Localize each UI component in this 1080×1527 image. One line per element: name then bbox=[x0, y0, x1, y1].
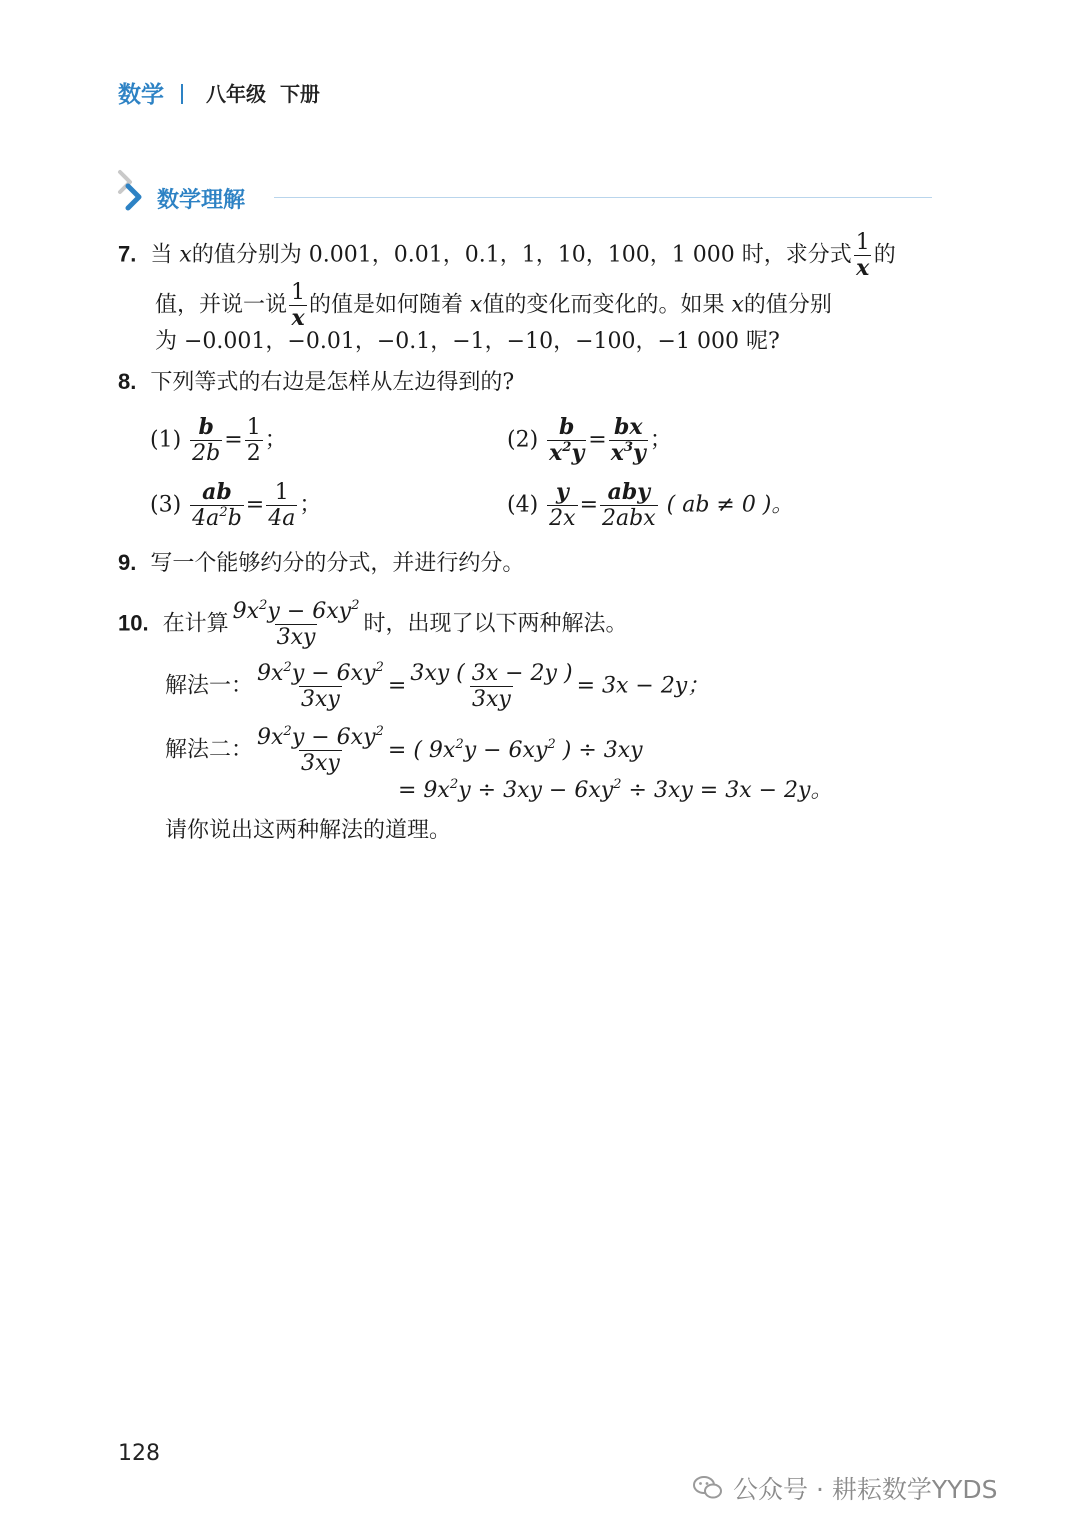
q7-text-1c: 的 bbox=[873, 242, 896, 268]
fraction-denominator: 2b bbox=[192, 441, 221, 467]
fraction-denominator: 3xy bbox=[472, 687, 511, 713]
q10-closing: 请你说出这两种解法的道理。 bbox=[165, 818, 452, 843]
num-exp: 2 bbox=[283, 723, 292, 739]
den-base: 4a bbox=[192, 506, 220, 532]
fraction-numerator: 1 bbox=[291, 280, 306, 305]
fraction bbox=[609, 416, 648, 465]
den-exponent: 2 bbox=[219, 504, 228, 520]
q9-line bbox=[118, 552, 524, 575]
fraction-denominator bbox=[547, 440, 586, 465]
fraction-numerator: b bbox=[198, 414, 214, 440]
q7-text-1b: 的值分别为 0.001，0.01，0.1，1，10，100，1 000 时，求分式 bbox=[191, 242, 852, 268]
fraction bbox=[266, 481, 297, 530]
q7-text-2b: 的值是如何随着 bbox=[309, 292, 464, 318]
fraction-denominator: 2x bbox=[549, 506, 576, 532]
fraction bbox=[255, 723, 386, 777]
num-a: 9x bbox=[257, 725, 284, 750]
q10-number: 10. bbox=[118, 610, 149, 636]
q8-item-2: (2) $\frac{b}{x^2y}$ = $\frac{bx}{x^3y}$ ； bbox=[507, 414, 672, 467]
num-b: y − 6xy bbox=[267, 599, 352, 624]
num-exp: 2 bbox=[259, 597, 268, 613]
fraction-denominator: 2 bbox=[246, 441, 261, 467]
fraction-denominator: 3xy bbox=[276, 625, 316, 651]
q8-item-1: (1) $\frac{b}{2b}$ = $\frac{1}{2}$ ； bbox=[150, 414, 287, 467]
den-tail: y bbox=[633, 440, 646, 467]
m2-exp: 2 bbox=[613, 776, 622, 792]
m2-exp: 2 bbox=[455, 736, 464, 752]
fraction-numerator: 3xy ( 3x − 2y ) bbox=[410, 661, 573, 686]
q7-number: 7. bbox=[118, 241, 137, 267]
q7-text-1a: 当 bbox=[150, 242, 173, 268]
q7-line-3: 为 −0.001，−0.01，−0.1，−1，−10，−100，−1 000 呢? bbox=[155, 329, 780, 354]
q8-item-label: (2) bbox=[507, 427, 539, 453]
den-base: x bbox=[610, 440, 624, 467]
q10-text-pre: 在计算 bbox=[162, 611, 229, 637]
q10-method-2 bbox=[165, 723, 643, 777]
fraction-numerator: b bbox=[559, 414, 575, 440]
method-2-line-1 bbox=[388, 738, 643, 763]
num-exp: 2 bbox=[351, 597, 360, 613]
fraction bbox=[547, 416, 586, 465]
section-chevron-icon bbox=[116, 168, 156, 214]
den-tail: y bbox=[571, 440, 585, 467]
fraction-denominator: x bbox=[856, 255, 870, 282]
den-exponent: 2 bbox=[562, 439, 572, 455]
fraction-denominator bbox=[609, 440, 648, 465]
fraction-denominator: x bbox=[291, 305, 305, 332]
q7-text-2a: 值，并说一说 bbox=[155, 292, 288, 318]
fraction bbox=[190, 481, 244, 530]
fraction-denominator bbox=[190, 505, 244, 530]
m2-exp: 2 bbox=[547, 736, 556, 752]
num-b: y − 6xy bbox=[291, 661, 376, 686]
q10-method-1 bbox=[165, 659, 710, 713]
m2-2c: ÷ 3xy = 3x − 2y。 bbox=[621, 778, 833, 803]
fraction-numerator bbox=[255, 723, 386, 750]
watermark bbox=[693, 1470, 998, 1506]
fraction bbox=[408, 662, 574, 711]
m2-1c: ) ÷ 3xy bbox=[555, 737, 643, 763]
den-base: x bbox=[549, 440, 563, 467]
q8-item-suffix: ； bbox=[299, 492, 322, 518]
q8-item-suffix: ； bbox=[649, 427, 672, 453]
header-volume-text: 下册 bbox=[279, 82, 320, 106]
equals-sign: = bbox=[387, 673, 407, 699]
q10-fraction bbox=[231, 597, 362, 651]
q7-text-2d: 的值分别 bbox=[743, 292, 832, 318]
q8-item-label: (1) bbox=[150, 427, 182, 453]
q8-item-3: (3) $\frac{ab}{4a^2b}$ = $\frac{1}{4a}$ ； bbox=[150, 479, 322, 532]
q7-line-1 bbox=[118, 231, 896, 280]
header-subject: 数学 bbox=[118, 82, 164, 108]
q8-item-suffix: ； bbox=[264, 427, 287, 453]
q10-method-2-line-2 bbox=[398, 776, 833, 803]
fraction-denominator: 2abx bbox=[602, 506, 656, 532]
fraction-denominator: 3xy bbox=[301, 751, 340, 777]
method-1-result: = 3x − 2y； bbox=[576, 673, 710, 699]
method-1-label: 解法一： bbox=[165, 673, 254, 699]
fraction-numerator: ab bbox=[202, 479, 232, 505]
watermark-text: 公众号 · 耕耘数学YYDS bbox=[733, 1475, 998, 1504]
fraction-denominator: 3xy bbox=[301, 687, 340, 713]
q7-fraction-1-over-x bbox=[854, 231, 872, 280]
fraction bbox=[547, 481, 577, 530]
fraction bbox=[255, 659, 386, 713]
section-rule bbox=[274, 197, 932, 198]
num-exp: 2 bbox=[375, 659, 384, 675]
header-grade-text: 八年级 bbox=[206, 82, 266, 106]
fraction-numerator: bx bbox=[614, 414, 643, 440]
den-tail: b bbox=[227, 506, 242, 532]
fraction-numerator bbox=[255, 659, 386, 686]
wechat-icon bbox=[693, 1475, 723, 1501]
q8-item-condition: ( ab ≠ 0 )。 bbox=[666, 492, 794, 518]
q8-number: 8. bbox=[118, 369, 137, 394]
q9-number: 9. bbox=[118, 550, 137, 575]
num-a: 9x bbox=[232, 599, 260, 624]
q8-item-label: (3) bbox=[150, 492, 182, 518]
header-separator bbox=[181, 84, 183, 104]
q8-item-4: (4) $\frac{y}{2x}$ = $\frac{\text{aby}}{\text{2abx}}$ ( ab ≠ 0 )。 bbox=[507, 479, 794, 532]
fraction bbox=[245, 416, 263, 465]
fraction-numerator: 1 bbox=[246, 415, 261, 440]
fraction bbox=[600, 481, 658, 530]
fraction-numerator bbox=[231, 597, 362, 624]
fraction-numerator: y bbox=[555, 479, 569, 505]
q7-fraction-1-over-x-2 bbox=[289, 281, 307, 330]
fraction-numerator: 1 bbox=[855, 230, 870, 255]
q8-line bbox=[118, 371, 514, 394]
q7-var-x-2: x bbox=[470, 292, 483, 318]
q10-line bbox=[118, 597, 628, 651]
fraction-numerator: 1 bbox=[274, 480, 289, 505]
m2-1a: = ( 9x bbox=[387, 737, 456, 763]
header-grade bbox=[206, 78, 320, 107]
method-2-label: 解法二： bbox=[165, 737, 254, 763]
section-title: 数学理解 bbox=[157, 188, 246, 213]
q7-var-x-3: x bbox=[731, 292, 744, 318]
num-exp: 2 bbox=[283, 659, 292, 675]
q7-var-x: x bbox=[179, 242, 192, 268]
fraction bbox=[190, 416, 222, 465]
m2-2b: y ÷ 3xy − 6xy bbox=[458, 778, 614, 803]
page-number: 128 bbox=[118, 1441, 160, 1466]
m2-exp: 2 bbox=[449, 776, 459, 792]
fraction-denominator: 4a bbox=[268, 506, 296, 532]
q7-line-2 bbox=[155, 281, 832, 330]
q8-item-label: (4) bbox=[507, 492, 539, 518]
q8-text: 下列等式的右边是怎样从左边得到的? bbox=[150, 370, 515, 395]
q7-text-2c: 值的变化而变化的。如果 bbox=[482, 292, 725, 318]
num-a: 9x bbox=[257, 661, 284, 686]
m2-2a: = 9x bbox=[398, 778, 450, 803]
m2-1b: y − 6xy bbox=[463, 737, 548, 763]
num-exp: 2 bbox=[375, 723, 384, 739]
q10-text-post: 时，出现了以下两种解法。 bbox=[363, 611, 628, 637]
den-exponent: 3 bbox=[623, 439, 634, 455]
q9-text: 写一个能够约分的分式，并进行约分。 bbox=[150, 551, 525, 576]
num-b: y − 6xy bbox=[291, 725, 376, 750]
fraction-numerator: aby bbox=[607, 479, 651, 505]
